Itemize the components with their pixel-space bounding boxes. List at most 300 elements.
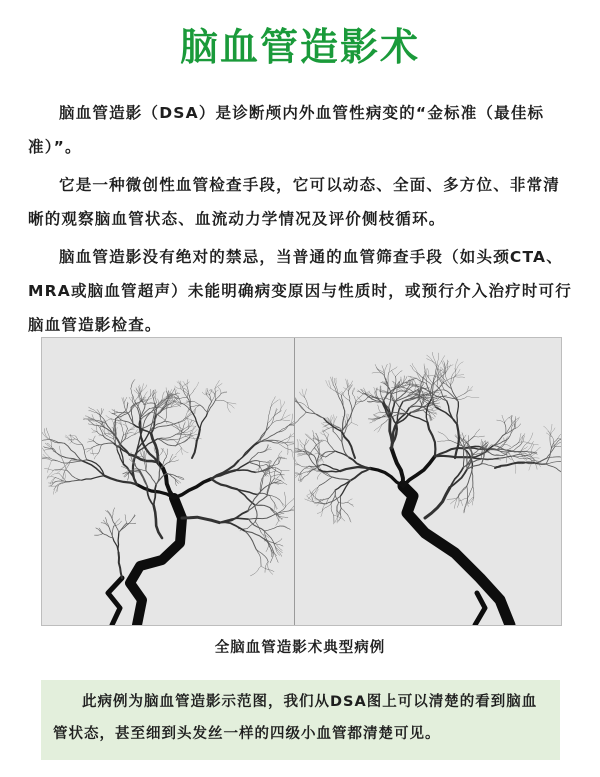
vessel-branch [297, 439, 298, 449]
vessel-branch [129, 427, 136, 431]
vessel-branch [109, 411, 115, 414]
vessel-branch [287, 434, 291, 443]
vessel-branch [146, 471, 156, 485]
vessel-branch [104, 476, 137, 485]
vessel-branch [340, 497, 341, 509]
vessel-branch [546, 464, 558, 470]
vessel-branch [519, 443, 528, 455]
vessel-branch [457, 402, 459, 425]
vessel-branch [211, 394, 214, 402]
main-artery [403, 486, 510, 625]
vessel-branch [322, 458, 324, 463]
vessel-branch [337, 502, 338, 510]
vessel-branch [137, 389, 140, 395]
paragraph-2: 它是一种微创性血管检查手段，它可以动态、全面、多方位、非常清晰的观察脑血管状态、血流动力学情况及评价侧枝循环。 [28, 176, 561, 228]
lateral-angiogram-image [295, 338, 561, 625]
vessel-branch [112, 409, 119, 412]
vessel-branch [451, 385, 459, 402]
vessel-branch [289, 511, 294, 512]
vessel-branch [392, 370, 396, 376]
vessel-branch [333, 415, 334, 422]
vessel-branch [323, 504, 331, 510]
vessel-branch [57, 467, 64, 473]
vessel-branch [265, 526, 281, 531]
vessel-branch [42, 456, 50, 458]
vessel-branch [53, 451, 61, 457]
vessel-branch [332, 477, 350, 480]
vessel-branch [558, 432, 561, 439]
vessel-branch [521, 436, 524, 444]
vessel-branch [528, 433, 533, 443]
vessel-branch [410, 365, 419, 374]
vessel-branch [321, 423, 329, 428]
vessel-branch [143, 457, 146, 471]
vessel-branch [321, 452, 326, 456]
vessel-branch [158, 434, 176, 439]
vessel-branch [92, 428, 98, 432]
vessel-branch [164, 409, 166, 422]
angiogram-figure [41, 337, 562, 626]
vessel-branch [119, 552, 123, 578]
vessel-branch [94, 436, 96, 441]
page-title: 脑血管造影术 [179, 25, 420, 69]
vessel-branch [429, 378, 437, 386]
vessel-branch [348, 502, 354, 506]
vessel-branch [291, 450, 294, 460]
vessel-branch [189, 389, 195, 397]
vessel-branch [134, 432, 140, 435]
vessel-branch [348, 499, 353, 502]
vessel-branch [94, 441, 102, 445]
vessel-branch [112, 508, 114, 519]
vessel-branch [463, 436, 474, 447]
vessel-branch [530, 452, 537, 458]
vessel-branch [47, 428, 50, 439]
vessel-branch [218, 387, 221, 393]
vessel-branch [472, 497, 474, 505]
vessel-branch [290, 419, 294, 425]
vessel-branch [334, 378, 335, 385]
vessel-branch [82, 476, 105, 481]
figure-caption: 全脑血管造影术典型病例 [214, 640, 386, 656]
vessel-branch [235, 470, 256, 472]
vessel-branch [249, 516, 271, 519]
vessel-branch [249, 462, 259, 466]
vessel-branch [106, 511, 113, 520]
vessel-branch [467, 486, 468, 501]
vessel-branch [154, 485, 156, 506]
paragraph-1: 脑血管造影（DSA）是诊断颅内外血管性病变的“金标准（最佳标准）”。 [28, 104, 545, 156]
vessel-branch [94, 454, 98, 459]
vessel-branch [544, 426, 551, 435]
explanation-text: 此病例为脑血管造影示范图，我们从DSA图上可以清楚的看到脑血管状态，甚至细到头发丝一样的四级小血管都清楚可见。 [53, 694, 538, 742]
vessel-branch [270, 551, 273, 563]
vessel-branch [348, 381, 353, 387]
vessel-branch [456, 375, 464, 376]
vessel-branch [438, 432, 449, 440]
vessel-branch [335, 480, 350, 490]
vessel-branch [300, 440, 305, 446]
vessel-branch [375, 364, 382, 373]
vessel-branch [175, 390, 177, 397]
vessel-branch [287, 443, 294, 445]
vessel-branch [473, 486, 474, 497]
vessel-branch [519, 433, 521, 442]
vessel-branch [192, 429, 200, 458]
vessel-branch [211, 479, 237, 489]
vessel-branch [70, 435, 75, 439]
vessel-branch [348, 502, 354, 505]
vessel-branch [269, 416, 274, 427]
vessel-branch [270, 397, 275, 408]
vessel-branch [129, 516, 136, 524]
vessel-branch [179, 381, 182, 389]
vessel-branch [391, 412, 407, 413]
vessel-branch [474, 436, 484, 437]
vessel-branch [183, 387, 188, 398]
vessel-branch [189, 427, 194, 437]
vessel-branch [100, 409, 103, 416]
vessel-branch [396, 371, 403, 377]
frontal-angiogram-image [42, 338, 295, 625]
vessel-branch [427, 376, 438, 378]
vessel-branch [432, 397, 453, 399]
vessel-branch [145, 451, 146, 459]
vessel-branch [287, 445, 288, 454]
vessel-branch [131, 400, 143, 408]
vessel-branch [104, 436, 114, 443]
vessel-branch [175, 386, 181, 389]
vessel-branch [82, 445, 86, 460]
vessel-branch [76, 436, 83, 445]
vessel-branch [351, 468, 371, 480]
vessel-branch [432, 410, 438, 411]
vessel-branch [266, 463, 271, 464]
vessel-branch [299, 465, 309, 467]
vessel-branch [255, 505, 257, 522]
vessel-branch [154, 506, 162, 538]
vessel-branch [269, 420, 281, 427]
vessel-branch [215, 393, 221, 400]
vessel-branch [509, 452, 516, 463]
vessel-branch [44, 468, 53, 470]
vessel-branch [389, 363, 391, 373]
vessel-branch [407, 413, 428, 422]
vessel-branch [435, 456, 470, 458]
vessel-branch [134, 429, 138, 435]
vessel-branch [344, 396, 350, 401]
vessel-branch [376, 367, 382, 373]
vessel-branch [355, 401, 362, 402]
vessel-branch [176, 448, 182, 455]
vessel-branch [259, 461, 267, 462]
vessel-branch [468, 486, 473, 498]
vessel-branch [276, 516, 279, 525]
vessel-branch [302, 389, 305, 397]
vessel-branch [260, 465, 267, 467]
vessel-branch [305, 440, 309, 446]
vessel-branch [384, 364, 387, 373]
vessel-branch [141, 384, 143, 392]
vessel-branch [92, 448, 94, 456]
vessel-branch [319, 440, 328, 442]
intro-text [28, 96, 576, 346]
vessel-branch [148, 403, 155, 404]
vessel-branch [183, 382, 190, 387]
vessel-branch [119, 524, 129, 533]
vessel-branch [281, 420, 290, 421]
vessel-branch [378, 425, 382, 432]
main-artery [108, 578, 122, 625]
vessel-branch [455, 362, 463, 371]
vessel-branch [326, 380, 331, 388]
vessel-branch [389, 395, 391, 409]
vessel-branch [412, 363, 419, 374]
vessel-branch [143, 392, 147, 400]
vessel-branch [450, 469, 467, 487]
vessel-branch [467, 397, 479, 398]
vessel-branch [341, 508, 342, 516]
vessel-branch [166, 449, 167, 457]
vessel-branch [47, 477, 55, 478]
vessel-branch [331, 417, 333, 423]
vessel-branch [171, 425, 183, 433]
vessel-branch [374, 412, 381, 415]
vessel-branch [432, 352, 436, 367]
vessel-branch [42, 439, 48, 442]
vessel-branch [96, 528, 103, 534]
vessel-branch [468, 497, 474, 504]
vessel-branch [472, 469, 473, 487]
vessel-branch [317, 472, 322, 480]
vessel-branch [55, 467, 63, 471]
vessel-branch [189, 438, 201, 439]
main-artery [475, 593, 485, 625]
vessel-branch [323, 428, 329, 432]
vessel-branch [298, 450, 305, 451]
vessel-branch [447, 498, 458, 500]
vessel-branch [42, 439, 48, 440]
vessel-branch [305, 434, 313, 441]
vessel-branch [112, 412, 118, 414]
vessel-branch [280, 500, 284, 507]
vessel-branch [239, 442, 258, 461]
vessel-branch [97, 425, 98, 432]
vessel-branch [87, 448, 92, 453]
vessel-branch [445, 365, 453, 369]
vessel-branch [188, 422, 194, 429]
vessel-branch [105, 435, 113, 439]
vessel-branch [63, 460, 71, 467]
vessel-branch [348, 515, 351, 521]
vessel-branch [437, 353, 439, 367]
vessel-branch [206, 388, 207, 395]
vessel-branch [445, 373, 450, 385]
vessel-branch [118, 533, 119, 553]
vessel-branch [352, 393, 356, 400]
vessel-branch [69, 436, 76, 437]
vessel-branch [88, 441, 94, 442]
vessel-branch [182, 517, 219, 522]
vessel-branch [53, 486, 55, 494]
vessel-branch [378, 405, 381, 412]
vessel-branch [181, 448, 188, 453]
vessel-branch [290, 431, 294, 437]
vessel-branch [248, 496, 267, 511]
vessel-branch [89, 439, 94, 441]
vessel-branch [347, 414, 348, 421]
vessel-branch [458, 486, 466, 497]
vessel-branch [560, 436, 561, 439]
vessel-branch [215, 380, 220, 388]
vessel-branch [162, 392, 165, 401]
vessel-branch [328, 442, 336, 451]
vessel-branch [286, 497, 294, 506]
vessel-branch [98, 445, 102, 454]
vessel-branch [515, 463, 516, 473]
vessel-branch [121, 425, 124, 435]
vessel-branch [129, 403, 135, 412]
vessel-branch [408, 376, 417, 378]
vessel-branch [300, 392, 305, 397]
vessel-branch [546, 449, 551, 465]
vessel-branch [94, 534, 102, 536]
vessel-branch [334, 416, 337, 422]
vessel-branch [281, 415, 290, 420]
vessel-branch [321, 510, 323, 517]
vessel-branch [140, 471, 147, 487]
vessel-branch [362, 396, 370, 402]
vessel-branch [381, 386, 382, 391]
vessel-branch [210, 389, 213, 394]
vessel-branch [504, 444, 511, 446]
vessel-branch [336, 378, 337, 385]
vessel-branch [437, 440, 448, 441]
vessel-branch [45, 429, 50, 440]
vessel-branch [104, 433, 114, 434]
vessel-branch [505, 423, 506, 434]
vessel-branch [323, 464, 341, 471]
vessel-branch [261, 566, 274, 572]
vessel-branch [555, 446, 561, 447]
vessel-branch [356, 394, 363, 401]
vessel-branch [530, 458, 540, 459]
vessel-branch [112, 519, 119, 533]
vessel-branch [115, 439, 117, 449]
vessel-branch [348, 391, 349, 401]
paragraph-3: 脑血管造影没有绝对的禁忌，当普通的血管筛查手段（如头颈CTA、MRA或脑血管超声）未能明确病变原因与性质时，或预行介入治疗时可行脑血管造影检查。 [28, 248, 572, 334]
vessel-branch [106, 415, 112, 419]
vessel-branch [219, 522, 244, 531]
vessel-branch [92, 432, 97, 433]
vessel-branch [482, 464, 493, 467]
vessel-branch [319, 477, 332, 485]
vessel-branch [467, 469, 472, 487]
vessel-branch [313, 431, 314, 442]
vessel-branch [124, 397, 127, 403]
vessel-branch [512, 444, 522, 452]
vessel-branch [346, 379, 348, 387]
vessel-branch [263, 538, 273, 551]
vessel-branch [275, 539, 282, 544]
vessel-branch [331, 388, 342, 395]
vessel-branch [215, 389, 216, 401]
vessel-branch [200, 413, 208, 429]
vessel-branch [546, 462, 561, 465]
vessel-branch [275, 503, 277, 509]
vessel-branch [425, 488, 450, 519]
vessel-branch [341, 516, 345, 521]
vessel-branch [285, 492, 286, 507]
vessel-branch [249, 461, 259, 463]
vessel-branch [468, 498, 469, 506]
vessel-branch [455, 425, 459, 458]
vessel-branch [152, 400, 161, 411]
vessel-branch [381, 391, 383, 399]
vessel-branch [255, 505, 270, 508]
vessel-branch [295, 445, 298, 449]
vessel-branch [195, 382, 198, 389]
vessel-branch [50, 481, 56, 486]
vessel-branch [192, 401, 200, 405]
vessel-branch [42, 432, 48, 440]
vessel-branch [428, 422, 436, 456]
vessel-branch [515, 424, 521, 429]
explanation-box [41, 680, 560, 760]
vessel-branch [295, 423, 296, 430]
vessel-branch [474, 429, 480, 436]
vessel-branch [341, 508, 348, 515]
vessel-branch [125, 435, 134, 439]
vessel-branch [278, 443, 291, 450]
vessel-branch [388, 373, 389, 386]
vessel-branch [342, 387, 348, 395]
vessel-branch [497, 420, 505, 423]
vessel-branch [227, 403, 230, 413]
vessel-branch [200, 405, 208, 413]
vessel-branch [424, 364, 425, 373]
vessel-branch [331, 504, 334, 515]
vessel-branch [287, 442, 294, 443]
vessel-branch [333, 431, 342, 441]
vessel-branch [340, 480, 350, 496]
vessel-branch [67, 471, 82, 481]
vessel-branch [51, 473, 59, 475]
vessel-branch [215, 400, 227, 403]
vessel-branch [506, 443, 519, 451]
vessel-branch [315, 449, 319, 453]
vessel-branch [336, 451, 350, 457]
vessel-branch [305, 389, 307, 397]
vessel-branch [43, 446, 52, 449]
vessel-branch [403, 456, 435, 486]
vessel-branch [125, 515, 127, 524]
vessel-branch [43, 454, 52, 461]
vessel-branch [370, 468, 403, 486]
vessel-branch [176, 438, 190, 446]
vessel-branch [387, 386, 391, 392]
vessel-branch [451, 371, 456, 385]
vessel-branch [138, 409, 140, 421]
vessel-branch [351, 401, 356, 414]
vessel-branch [351, 423, 358, 426]
vessel-branch [506, 455, 507, 463]
vessel-branch [89, 407, 98, 413]
vessel-branch [250, 566, 261, 576]
vessel-branch [350, 401, 352, 414]
vessel-branch [374, 387, 376, 394]
vessel-branch [92, 445, 101, 448]
